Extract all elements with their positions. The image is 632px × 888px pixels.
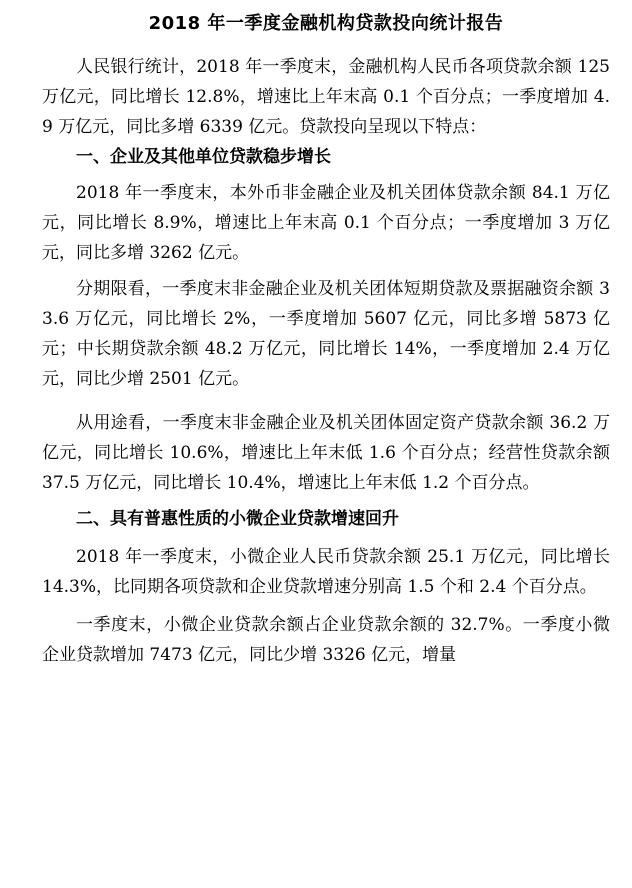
section-2-paragraph-2: 一季度末，小微企业贷款余额占企业贷款余额的 32.7%。一季度小微企业贷款增加 7473 亿元，同比少增 3326 亿元，增量 — [42, 615, 610, 665]
section-2-heading: 二、具有普惠性质的小微企业贷款增速回升 — [76, 509, 399, 529]
intro-paragraph: 人民银行统计，2018 年一季度末，金融机构人民币各项贷款余额 125 万亿元，同比增长 12.8%，增速比上年末高 0.1 个百分点；一季度增加 4.9 万亿元，同比多增 6339 亿元。贷款投向呈现以下特点： — [42, 57, 610, 137]
section-1-paragraph-3: 从用途看，一季度末非金融企业及机关团体固定资产贷款余额 36.2 万亿元，同比增长 10.6%，增速比上年末低 1.6 个百分点；经营性贷款余额 37.5 万亿元，同比增长 10.4%，增速比上年末低 1.2 个百分点。 — [42, 413, 610, 493]
section-1-paragraph-2: 分期限看，一季度末非金融企业及机关团体短期贷款及票据融资余额 33.6 万亿元，同比增长 2%，一季度增加 5607 亿元，同比多增 5873 亿元；中长期贷款余额 48.2 万亿元，同比增长 14%，一季度增加 2.4 万亿元，同比少增 2501 亿元。 — [42, 279, 610, 389]
section-1-heading: 一、企业及其他单位贷款稳步增长 — [76, 147, 331, 167]
section-1-paragraph-1: 2018 年一季度末，本外币非金融企业及机关团体贷款余额 84.1 万亿元，同比增长 8.9%，增速比上年末高 0.1 个百分点；一季度增加 3 万亿元，同比多增 3262 亿元。 — [42, 183, 610, 263]
section-2-paragraph-1: 2018 年一季度末，小微企业人民币贷款余额 25.1 万亿元，同比增长 14.3%，比同期各项贷款和企业贷款增速分别高 1.5 个和 2.4 个百分点。 — [42, 547, 610, 597]
page-title: 2018 年一季度金融机构贷款投向统计报告 — [148, 13, 504, 34]
